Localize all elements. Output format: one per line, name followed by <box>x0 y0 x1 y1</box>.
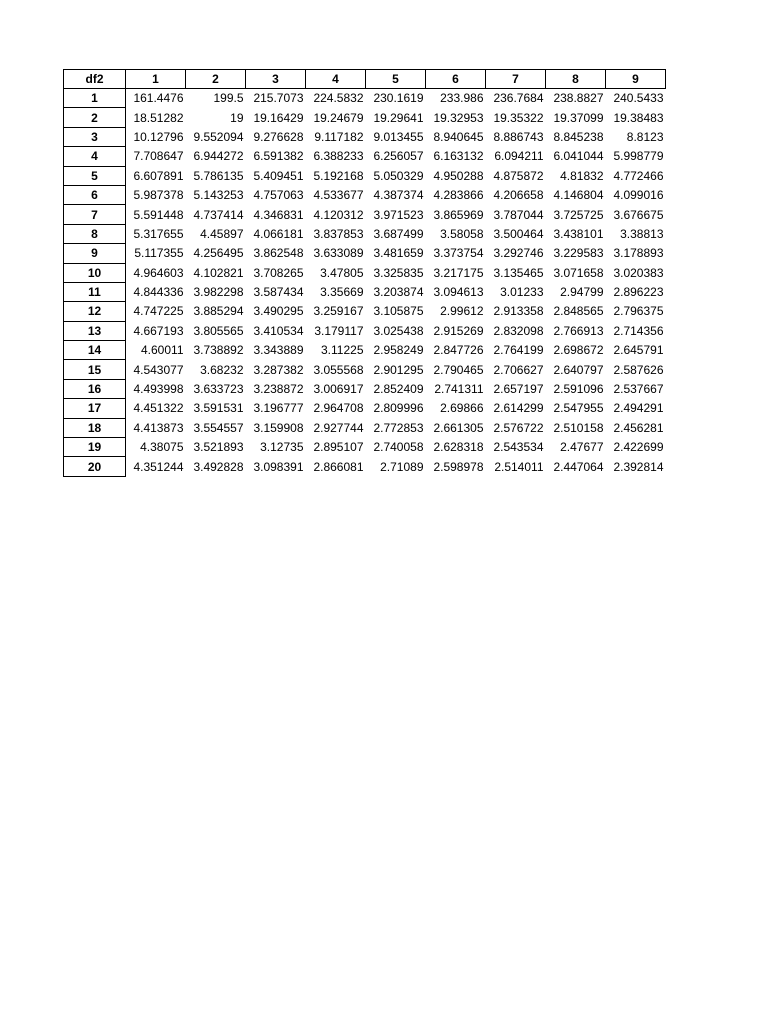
table-cell: 6.388233 <box>313 149 364 164</box>
table-cell: 6.591382 <box>253 149 304 164</box>
row-header-df2: 11 <box>64 282 126 301</box>
table-cell: 3.238872 <box>253 382 304 397</box>
row-header-df2: 19 <box>64 438 126 457</box>
row-header-df2: 8 <box>64 224 126 243</box>
table-cell: 3.094613 <box>433 285 484 300</box>
table-cell: 233.986 <box>440 91 484 106</box>
table-cell: 4.283866 <box>433 188 484 203</box>
table-cell: 8.940645 <box>433 129 484 144</box>
table-cell: 2.714356 <box>613 323 664 338</box>
table-row <box>64 379 666 398</box>
table-cell: 236.7684 <box>493 91 544 106</box>
table-cell: 3.11225 <box>321 343 364 358</box>
table-row <box>64 399 666 418</box>
table-cell: 3.587434 <box>253 285 304 300</box>
table-cell: 2.645791 <box>613 343 664 358</box>
table-cell: 4.772466 <box>613 168 664 183</box>
table-cell: 3.12735 <box>260 440 304 455</box>
table-cell: 5.409451 <box>253 168 304 183</box>
row-header-df2: 14 <box>64 341 126 360</box>
row-header-df2: 17 <box>64 399 126 418</box>
table-cell: 3.47805 <box>320 265 364 280</box>
table-cell: 3.633723 <box>193 382 244 397</box>
table-cell: 215.7073 <box>253 91 304 106</box>
table-cell: 4.413873 <box>133 420 184 435</box>
table-cell: 3.982298 <box>193 285 244 300</box>
table-cell: 2.392814 <box>613 459 664 474</box>
table-cell: 3.159908 <box>253 420 304 435</box>
table-cell: 3.500464 <box>493 226 544 241</box>
table-cell: 3.373754 <box>433 246 484 261</box>
table-cell: 4.066181 <box>253 226 304 241</box>
header-row <box>64 70 666 89</box>
table-cell: 2.901295 <box>373 362 424 377</box>
table-cell: 4.146804 <box>553 188 604 203</box>
table-cell: 2.741311 <box>434 382 484 397</box>
table-cell: 6.256057 <box>373 149 424 164</box>
table-cell: 4.099016 <box>613 188 664 203</box>
table-cell: 4.875872 <box>493 168 544 183</box>
table-cell: 3.481659 <box>373 246 424 261</box>
column-header-df1-2: 2 <box>186 70 246 89</box>
table-cell: 2.796375 <box>613 304 664 319</box>
column-header-df1-3: 3 <box>246 70 306 89</box>
table-cell: 7.708647 <box>133 149 184 164</box>
table-cell: 2.640797 <box>553 362 604 377</box>
column-header-df1-7: 7 <box>486 70 546 89</box>
table-cell: 3.865969 <box>433 207 484 222</box>
table-cell: 199.5 <box>213 91 244 106</box>
table-row <box>64 341 666 360</box>
table-cell: 3.58058 <box>440 226 484 241</box>
table-row <box>64 321 666 340</box>
table-cell: 2.964708 <box>313 401 364 416</box>
table-cell: 5.987378 <box>133 188 184 203</box>
table-cell: 4.60011 <box>141 343 184 358</box>
table-cell: 3.438101 <box>553 226 604 241</box>
table-row <box>64 263 666 282</box>
table-cell: 4.543077 <box>133 362 184 377</box>
table-cell: 4.844336 <box>133 285 184 300</box>
table-cell: 4.493998 <box>133 382 184 397</box>
table-row <box>64 302 666 321</box>
table-cell: 5.050329 <box>373 168 424 183</box>
table-cell: 2.447064 <box>553 459 604 474</box>
table-cell: 4.351244 <box>133 459 184 474</box>
table-cell: 3.492828 <box>193 459 244 474</box>
table-cell: 3.179117 <box>314 323 364 338</box>
table-cell: 8.8123 <box>626 129 664 144</box>
table-cell: 8.886743 <box>493 129 544 144</box>
table-cell: 5.117355 <box>134 246 184 261</box>
table-cell: 19.35322 <box>493 110 544 125</box>
table-row <box>64 244 666 263</box>
table-cell: 2.766913 <box>553 323 604 338</box>
table-cell: 2.958249 <box>373 343 424 358</box>
table-cell: 3.325835 <box>373 265 424 280</box>
row-header-df2: 3 <box>64 127 126 146</box>
table-cell: 3.787044 <box>493 207 544 222</box>
table-cell: 2.69866 <box>440 401 484 416</box>
table-cell: 2.895107 <box>313 440 364 455</box>
table-cell: 5.591448 <box>133 207 184 222</box>
table-cell: 3.591531 <box>193 401 244 416</box>
table-cell: 2.576722 <box>493 420 544 435</box>
table-cell: 3.292746 <box>493 246 544 261</box>
table-cell: 3.738892 <box>193 343 244 358</box>
table-cell: 2.913358 <box>493 304 544 319</box>
row-header-df2: 5 <box>64 166 126 185</box>
column-header-df1-9: 9 <box>606 70 666 89</box>
table-cell: 2.809996 <box>373 401 424 416</box>
table-cell: 4.757063 <box>253 188 304 203</box>
row-header-df2: 4 <box>64 147 126 166</box>
table-cell: 2.494291 <box>613 401 664 416</box>
table-row <box>64 224 666 243</box>
table-row <box>64 127 666 146</box>
table-cell: 4.206658 <box>493 188 544 203</box>
table-cell: 3.196777 <box>253 401 304 416</box>
table-cell: 4.667193 <box>133 323 184 338</box>
table-cell: 4.964603 <box>133 265 184 280</box>
table-cell: 2.598978 <box>433 459 484 474</box>
table-cell: 10.12796 <box>133 129 184 144</box>
table-cell: 6.094211 <box>494 149 544 164</box>
table-cell: 3.105875 <box>373 304 424 319</box>
table-cell: 2.456281 <box>613 420 664 435</box>
table-cell: 2.71089 <box>380 459 424 474</box>
table-row <box>64 205 666 224</box>
table-cell: 230.1619 <box>373 91 424 106</box>
row-header-df2: 6 <box>64 185 126 204</box>
table-cell: 2.790465 <box>433 362 484 377</box>
table-cell: 2.537667 <box>613 382 664 397</box>
table-cell: 4.81832 <box>560 168 604 183</box>
table-cell: 2.657197 <box>493 382 544 397</box>
table-cell: 6.944272 <box>193 149 244 164</box>
table-cell: 19.16429 <box>253 110 304 125</box>
table-cell: 2.614299 <box>493 401 544 416</box>
column-header-df1-8: 8 <box>546 70 606 89</box>
column-header-df1-5: 5 <box>366 70 426 89</box>
table-cell: 4.256495 <box>193 246 244 261</box>
column-header-df1-6: 6 <box>426 70 486 89</box>
table-cell: 5.143253 <box>193 188 244 203</box>
table-row <box>64 418 666 437</box>
table-row <box>64 360 666 379</box>
table-cell: 2.772853 <box>373 420 424 435</box>
table-cell: 224.5832 <box>313 91 364 106</box>
table-cell: 3.971523 <box>373 207 424 222</box>
table-cell: 19.32953 <box>433 110 484 125</box>
table-cell: 19.29641 <box>373 110 424 125</box>
row-header-df2: 7 <box>64 205 126 224</box>
table-cell: 5.998779 <box>613 149 664 164</box>
table-cell: 2.587626 <box>613 362 664 377</box>
corner-header-df2: df2 <box>64 70 126 89</box>
table-cell: 3.217175 <box>433 265 484 280</box>
table-row <box>64 438 666 457</box>
table-cell: 2.547955 <box>553 401 604 416</box>
table-cell: 3.01233 <box>500 285 544 300</box>
table-cell: 5.786135 <box>193 168 244 183</box>
table-cell: 3.229583 <box>553 246 604 261</box>
table-cell: 2.422699 <box>613 440 664 455</box>
table-cell: 2.661305 <box>433 420 484 435</box>
table-cell: 161.4476 <box>133 91 184 106</box>
table-row <box>64 166 666 185</box>
table-cell: 2.698672 <box>553 343 604 358</box>
table-row <box>64 185 666 204</box>
table-cell: 3.35669 <box>320 285 364 300</box>
table-cell: 3.203874 <box>373 285 424 300</box>
column-header-df1-4: 4 <box>306 70 366 89</box>
table-cell: 3.554557 <box>193 420 244 435</box>
table-cell: 4.102821 <box>193 265 244 280</box>
table-cell: 3.025438 <box>373 323 424 338</box>
table-cell: 3.725725 <box>553 207 604 222</box>
table-cell: 3.805565 <box>193 323 244 338</box>
table-cell: 2.514011 <box>494 459 544 474</box>
table-cell: 2.852409 <box>373 382 424 397</box>
row-header-df2: 16 <box>64 379 126 398</box>
table-cell: 8.845238 <box>553 129 604 144</box>
table-cell: 2.915269 <box>433 323 484 338</box>
table-cell: 4.387374 <box>373 188 424 203</box>
table-cell: 4.38075 <box>140 440 184 455</box>
table-cell: 4.45897 <box>200 226 244 241</box>
row-header-df2: 9 <box>64 244 126 263</box>
table-row <box>64 89 666 108</box>
table-cell: 3.676675 <box>613 207 664 222</box>
table-cell: 2.866081 <box>313 459 364 474</box>
table-cell: 2.510158 <box>553 420 604 435</box>
table-cell: 3.68232 <box>200 362 244 377</box>
table-cell: 4.120312 <box>313 207 364 222</box>
table-cell: 3.259167 <box>313 304 364 319</box>
table-body <box>64 89 666 477</box>
table-cell: 3.006917 <box>313 382 364 397</box>
table-cell: 2.896223 <box>613 285 664 300</box>
table-cell: 3.885294 <box>193 304 244 319</box>
table-cell: 9.117182 <box>314 129 364 144</box>
table-cell: 2.764199 <box>493 343 544 358</box>
table-cell: 3.687499 <box>373 226 424 241</box>
table-row <box>64 147 666 166</box>
table-cell: 2.927744 <box>313 420 364 435</box>
table-cell: 3.490295 <box>253 304 304 319</box>
f-distribution-table <box>63 69 666 477</box>
table-cell: 9.013455 <box>373 129 424 144</box>
table-cell: 19.37099 <box>553 110 604 125</box>
table-cell: 2.99612 <box>440 304 484 319</box>
table-cell: 3.055568 <box>313 362 364 377</box>
row-header-df2: 1 <box>64 89 126 108</box>
table-cell: 2.706627 <box>493 362 544 377</box>
table-cell: 2.848565 <box>553 304 604 319</box>
table-cell: 2.543534 <box>493 440 544 455</box>
table-cell: 3.287382 <box>253 362 304 377</box>
table-cell: 2.628318 <box>433 440 484 455</box>
table-cell: 3.862548 <box>253 246 304 261</box>
table-cell: 19.24679 <box>313 110 364 125</box>
table-cell: 3.178893 <box>613 246 664 261</box>
table-cell: 5.317655 <box>133 226 184 241</box>
table-cell: 4.533677 <box>313 188 364 203</box>
table-cell: 19.38483 <box>613 110 664 125</box>
table-cell: 4.950288 <box>433 168 484 183</box>
row-header-df2: 18 <box>64 418 126 437</box>
row-header-df2: 13 <box>64 321 126 340</box>
table-cell: 6.607891 <box>133 168 184 183</box>
table-cell: 4.747225 <box>133 304 184 319</box>
table-cell: 240.5433 <box>613 91 664 106</box>
table-cell: 4.451322 <box>133 401 184 416</box>
table-cell: 9.552094 <box>193 129 244 144</box>
table-row <box>64 282 666 301</box>
table-cell: 3.098391 <box>253 459 304 474</box>
table-cell: 2.847726 <box>433 343 484 358</box>
table-cell: 2.832098 <box>493 323 544 338</box>
table-cell: 4.346831 <box>253 207 304 222</box>
table-cell: 2.94799 <box>560 285 604 300</box>
row-header-df2: 20 <box>64 457 126 476</box>
table-cell: 19 <box>230 110 244 125</box>
table-cell: 6.041044 <box>553 149 604 164</box>
table-cell: 3.521893 <box>193 440 244 455</box>
table-cell: 3.708265 <box>253 265 304 280</box>
table-cell: 2.591096 <box>553 382 604 397</box>
table-cell: 3.071658 <box>553 265 604 280</box>
table-cell: 3.38813 <box>620 226 664 241</box>
table-cell: 3.343889 <box>253 343 304 358</box>
table-cell: 3.135465 <box>493 265 544 280</box>
table-cell: 2.740058 <box>373 440 424 455</box>
table-cell: 4.737414 <box>193 207 244 222</box>
row-header-df2: 2 <box>64 108 126 127</box>
table-cell: 18.51282 <box>133 110 184 125</box>
table-cell: 3.837853 <box>313 226 364 241</box>
row-header-df2: 15 <box>64 360 126 379</box>
table-cell: 3.410534 <box>253 323 304 338</box>
column-header-df1-1: 1 <box>126 70 186 89</box>
table-cell: 6.163132 <box>433 149 484 164</box>
table-cell: 5.192168 <box>313 168 364 183</box>
table-cell: 9.276628 <box>253 129 304 144</box>
row-header-df2: 10 <box>64 263 126 282</box>
table-row <box>64 457 666 476</box>
table-cell: 2.47677 <box>560 440 604 455</box>
table-row <box>64 108 666 127</box>
table-cell: 3.020383 <box>613 265 664 280</box>
row-header-df2: 12 <box>64 302 126 321</box>
table-cell: 3.633089 <box>313 246 364 261</box>
table-cell: 238.8827 <box>553 91 604 106</box>
